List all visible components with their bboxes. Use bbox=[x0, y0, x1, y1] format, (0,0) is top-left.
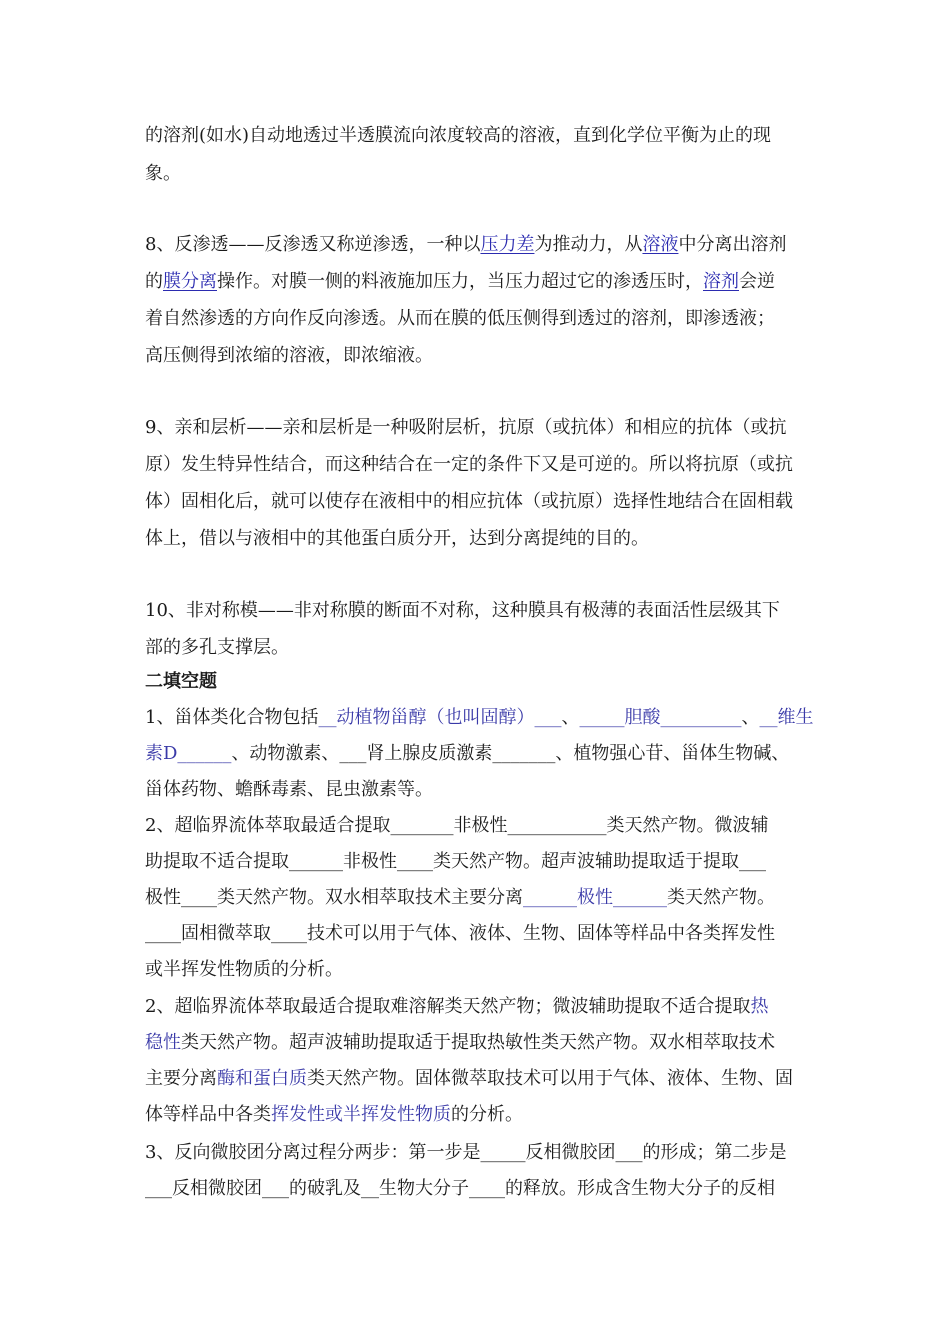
text: 或半挥发性物质的分析。 bbox=[145, 959, 343, 980]
link-membrane-separation[interactable]: 膜分离 bbox=[163, 271, 217, 292]
text: 的分析。 bbox=[451, 1104, 523, 1125]
q2b-line-4 bbox=[145, 1097, 825, 1133]
answer-volatile-substances: 挥发性或半挥发性物质 bbox=[271, 1104, 451, 1125]
text: 、 bbox=[561, 707, 580, 728]
link-solvent[interactable]: 溶剂 bbox=[703, 271, 739, 292]
text: 操作。对膜一侧的料液施加压力，当压力超过它的渗透压时， bbox=[217, 271, 703, 292]
p9-line-4 bbox=[145, 521, 825, 557]
p9-line-1 bbox=[145, 410, 825, 446]
text: 类天然产物。超声波辅助提取适于提取热敏性类天然产物。双水相萃取技术 bbox=[181, 1032, 775, 1053]
p9-line-2 bbox=[145, 447, 825, 483]
answer-heat-stable-part1: 热 bbox=[750, 996, 769, 1017]
text: 甾体药物、蟾酥毒素、昆虫激素等。 bbox=[145, 779, 433, 800]
q1-line-3 bbox=[145, 772, 825, 808]
text: 的溶剂(如水)自动地透过半透膜流向浓度较高的溶液，直到化学位平衡为止的现 bbox=[145, 125, 772, 146]
text: 9、亲和层析——亲和层析是一种吸附层析，抗原（或抗体）和相应的抗体（或抗 bbox=[145, 417, 787, 438]
q2b-line-3 bbox=[145, 1061, 825, 1097]
answer-enzymes-proteins: 酶和蛋白质 bbox=[217, 1068, 307, 1089]
q2-line-2 bbox=[145, 844, 825, 880]
text: 主要分离 bbox=[145, 1068, 217, 1089]
p8-line-2 bbox=[145, 264, 825, 300]
p8-line-4 bbox=[145, 338, 825, 374]
text: 的 bbox=[145, 271, 163, 292]
text: 着自然渗透的方向作反向渗透。从而在膜的低压侧得到透过的溶剂，即渗透液； bbox=[145, 308, 775, 329]
q2-line-1 bbox=[145, 808, 825, 844]
q2b-line-1 bbox=[145, 989, 825, 1025]
q2-line-5 bbox=[145, 952, 825, 988]
q3-line-2 bbox=[145, 1171, 825, 1207]
text: 1、甾体类化合物包括 bbox=[145, 707, 319, 728]
text: 、 bbox=[741, 707, 760, 728]
text: 10、非对称模——非对称膜的断面不对称，这种膜具有极薄的表面活性层级其下 bbox=[145, 600, 780, 621]
q2-line-3 bbox=[145, 880, 825, 916]
p7-line-2 bbox=[145, 156, 825, 192]
answer-vitamin-d-part1: __维生 bbox=[759, 707, 814, 728]
text: 类天然产物。 bbox=[667, 887, 775, 908]
text: 体）固相化后，就可以使存在液相中的相应抗体（或抗原）选择性地结合在固相载 bbox=[145, 491, 793, 512]
text: 高压侧得到浓缩的溶液，即浓缩液。 bbox=[145, 345, 433, 366]
text: 原）发生特异性结合，而这种结合在一定的条件下又是可逆的。所以将抗原（或抗 bbox=[145, 454, 793, 475]
answer-heat-stable-part2: 稳性 bbox=[145, 1032, 181, 1053]
p8-line-3 bbox=[145, 301, 825, 337]
text: 极性____类天然产物。双水相萃取技术主要分离 bbox=[145, 887, 523, 908]
text: 3、反向微胶团分离过程分两步：第一步是_____反相微胶团___的形成；第二步是 bbox=[145, 1142, 787, 1163]
text: 象。 bbox=[145, 163, 181, 184]
text: 为推动力，从 bbox=[534, 234, 643, 255]
p9-line-3 bbox=[145, 484, 825, 520]
text: 8、反渗透——反渗透又称逆渗透，一种以 bbox=[145, 234, 481, 255]
q3-line-1 bbox=[145, 1135, 825, 1171]
link-pressure-difference[interactable]: 压力差 bbox=[480, 234, 535, 255]
answer-sterols: __动植物甾醇（也叫固醇）___ bbox=[318, 707, 562, 728]
answer-vitamin-d-part2: 素D______ bbox=[145, 743, 232, 764]
text: 部的多孔支撑层。 bbox=[145, 637, 289, 658]
text: 助提取不适合提取______非极性____类天然产物。超声波辅助提取适于提取___ bbox=[145, 851, 766, 872]
text: ____固相微萃取____技术可以用于气体、液体、生物、固体等样品中各类挥发性 bbox=[145, 923, 775, 944]
text: 中分离出溶剂 bbox=[678, 234, 787, 255]
q1-line-1 bbox=[145, 700, 825, 736]
link-solution[interactable]: 溶液 bbox=[642, 234, 679, 255]
text: 会逆 bbox=[739, 271, 775, 292]
section-title: 二填空题 bbox=[145, 671, 217, 692]
p10-line-1 bbox=[145, 593, 825, 629]
p10-line-2 bbox=[145, 630, 825, 666]
answer-bile-acid: _____胆酸_________ bbox=[579, 707, 742, 728]
answer-polar: ______极性______ bbox=[523, 887, 667, 908]
text: 2、超临界流体萃取最适合提取_______非极性___________类天然产物。微波辅 bbox=[145, 815, 769, 836]
text: 、动物激素、___肾上腺皮质激素_______、植物强心苷、甾体生物碱、 bbox=[231, 743, 790, 764]
q2-line-4 bbox=[145, 916, 825, 952]
text: 类天然产物。固体微萃取技术可以用于气体、液体、生物、固 bbox=[307, 1068, 793, 1089]
q1-line-2 bbox=[145, 736, 825, 772]
text: 体等样品中各类 bbox=[145, 1104, 271, 1125]
p7-line-1 bbox=[145, 118, 825, 154]
p8-line-1 bbox=[145, 227, 825, 263]
text: 体上，借以与液相中的其他蛋白质分开，达到分离提纯的目的。 bbox=[145, 528, 649, 549]
q2b-line-2 bbox=[145, 1025, 825, 1061]
text: 2、超临界流体萃取最适合提取难溶解类天然产物；微波辅助提取不适合提取 bbox=[145, 996, 751, 1017]
text: ___反相微胶团___的破乳及__生物大分子____的释放。形成含生物大分子的反相 bbox=[145, 1178, 775, 1199]
